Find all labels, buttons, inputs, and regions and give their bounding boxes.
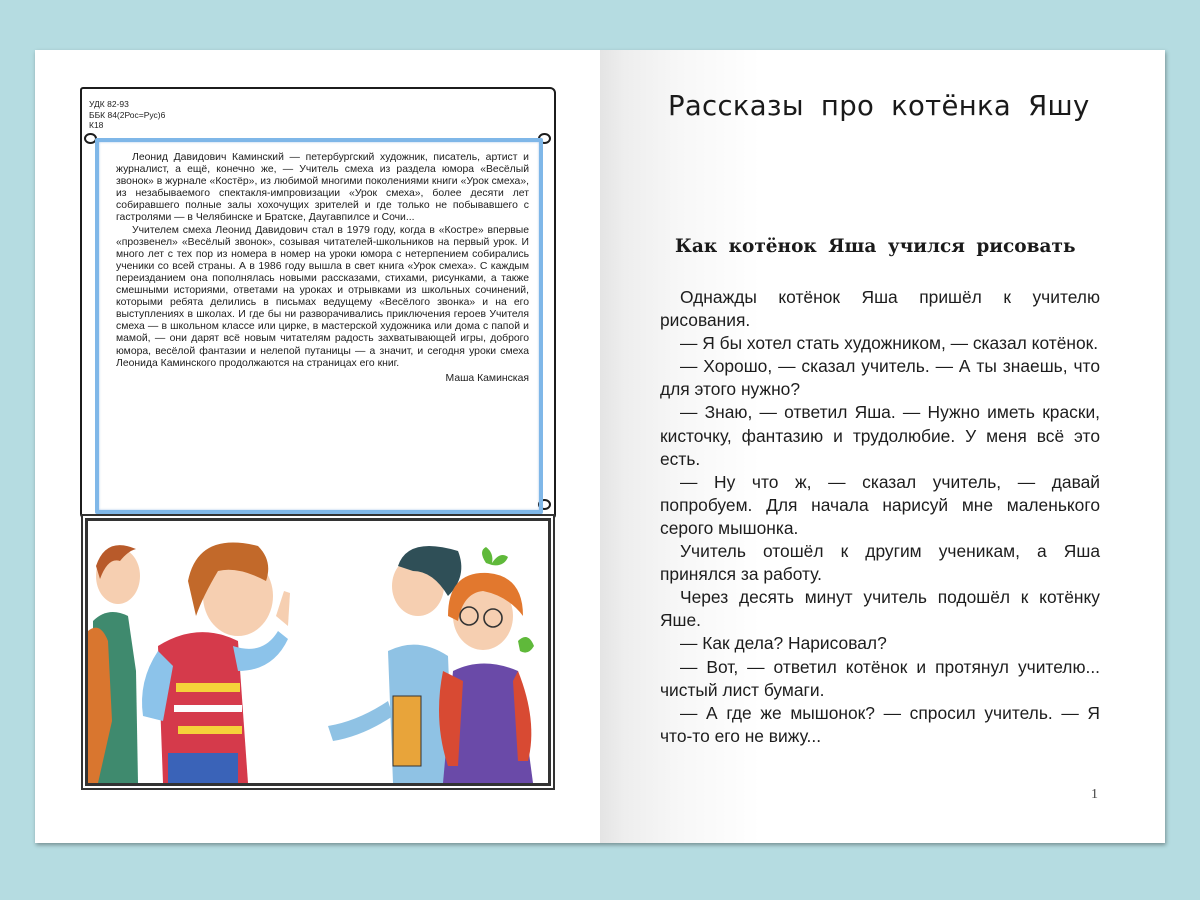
story-title: Как котёнок Яша учился рисовать: [675, 236, 1076, 257]
story-paragraph: — Знаю, — ответил Яша. — Нужно иметь краски, кисточку, фантазию и трудолюбие. У меня всё это есть.: [660, 402, 1100, 469]
signature: Маша Каминская: [445, 372, 529, 384]
book-spread: [35, 50, 1165, 843]
left-page: [35, 50, 600, 843]
udk-code: УДК 82-93: [89, 99, 129, 109]
bbk-code: ББК 84(2Рос=Рус)6: [89, 109, 166, 120]
story-paragraph: Через десять минут учитель подошёл к котёнку Яше.: [660, 587, 1100, 631]
illustration-icon: [88, 521, 548, 783]
bio-paragraph: Учителем смеха Леонид Давидович стал в 1979 году, когда в «Костре» впервые «прозвенел» «Весёлый звонок», созывая читателей-школьников на первый урок. И много лет с тех пор из номера в номер на уроки юмора с нетерпением собирались ученики со всей страны. А в 1986 году вышла в свет книга «Урок смеха». С каждым переизданием она пополнялась новыми рассказами, стихами, рисунками, а также смешными историями, ответами на уроках и отрывками из школьных сочинений, которыми ребята делились в письмах ведущему «Весёлого звонка» и на его выступлениях в школах. И где бы ни разворачивались приключения героев Учителя смеха — в школьном классе или цирке, в мастерской художника или дома с папой и мамой, — они дарят всё новым читателям радость захватывающей игры, доброго юмора, весёлой фантазии и нелепой путаницы — а значит, и сегодня уроки смеха Леонида Каминского продолжаются на страницах его книг.: [116, 224, 529, 369]
page-number: 1: [1091, 787, 1098, 802]
story-paragraph: — Вот, — ответил котёнок и протянул учителю... чистый лист бумаги.: [660, 656, 1100, 700]
paper-sign-frame: [80, 87, 556, 519]
bio-paragraph: Леонид Давидович Каминский — петербургский художник, писатель, артист и журналист, а ещё, конечно же, — Учитель смеха из раздела юмора «Весёлый звонок» в журнале «Костёр», из любимой многими поколениями книги «Урок смеха», из незабываемого спектакля-импровизации «Урок смеха», более десяти лет собиравшего полные залы хохочущих зрителей и где только не побывавшего с гастролями — в Челябинске и Братске, Даугавпилсе и Сочи...: [116, 152, 529, 224]
author-code: К18: [89, 120, 104, 130]
story-paragraph: — Ну что ж, — сказал учитель, — давай попробуем. Для начала нарисуй мне маленького серого мышонка.: [660, 471, 1100, 538]
story-paragraph: — Я бы хотел стать художником, — сказал котёнок.: [680, 333, 1099, 354]
story-paragraph: Однажды котёнок Яша пришёл к учителю рисования.: [660, 287, 1100, 331]
children-illustration: [85, 518, 551, 786]
author-bio: [116, 152, 529, 385]
story-paragraph: Учитель отошёл к другим ученикам, а Яша принялся за работу.: [660, 541, 1100, 585]
right-page: [600, 50, 1165, 843]
book-title: Рассказы про котёнка Яшу: [668, 90, 1090, 122]
bio-frame: [95, 138, 543, 514]
story-paragraph: — Хорошо, — сказал учитель. — А ты знаешь, что для этого нужно?: [660, 356, 1100, 400]
story-paragraph: — Как дела? Нарисовал?: [680, 633, 887, 654]
catalog-codes: [89, 99, 165, 131]
story-text: [660, 286, 1100, 748]
story-paragraph: — А где же мышонок? — спросил учитель. — Я что-то его не вижу...: [660, 702, 1100, 746]
